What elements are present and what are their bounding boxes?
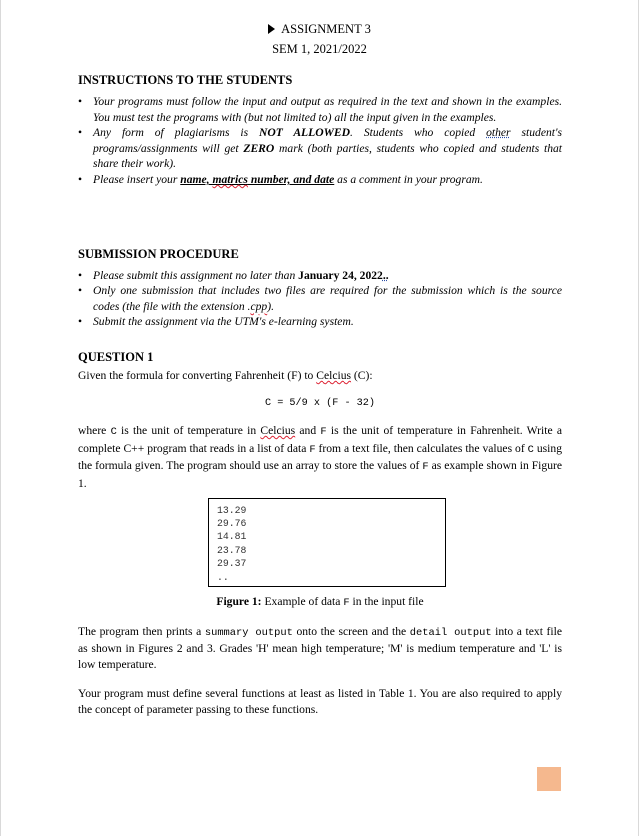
document-header: [0, 19, 639, 59]
data-line: 14.81: [217, 531, 247, 543]
data-line: ..: [217, 571, 229, 583]
data-line: 29.37: [217, 558, 247, 570]
functions-paragraph: Your program must define several functions at least as listed in Table 1. You are also required to apply the concept of parameter passing to these functions.: [78, 687, 562, 716]
instructions-list: [78, 94, 562, 188]
question-paragraph: where C is the unit of temperature in Celcius and F is the unit of temperature in Fahrenheit. Write a complete C++ program that reads in a list of data F from a text file, then calculates the values of C using the formula given. The program should use an array to store the values of F as example shown in Figure 1.: [78, 424, 563, 490]
collapse-triangle-icon[interactable]: [268, 24, 275, 34]
question-heading: QUESTION 1: [78, 349, 154, 364]
submission-item: • Only one submission that includes two files are required for the submission which is the source codes (the file with the extension .cpp).: [78, 283, 562, 314]
submission-heading: SUBMISSION PROCEDURE: [78, 246, 239, 261]
figure-caption: Figure 1: Example of data F in the input file: [216, 594, 424, 609]
instruction-item: • Your programs must follow the input and output as required in the text and shown in the examples. You must test the programs with (but not limited to) all the input given in the examples.: [78, 94, 562, 125]
assignment-title: ASSIGNMENT 3: [0, 19, 639, 39]
submission-item: • Submit the assignment via the UTM's e-learning system.: [78, 314, 562, 330]
page-left-edge: [0, 0, 1, 836]
instructions-heading: INSTRUCTIONS TO THE STUDENTS: [78, 73, 293, 87]
document-body: [78, 72, 562, 718]
instruction-item: • Please insert your name, matrics number, and date as a comment in your program.: [78, 172, 562, 188]
section-spacer: [78, 188, 562, 246]
conversion-formula: C = 5/9 x (F - 32): [264, 397, 376, 409]
semester-label: SEM 1, 2021/2022: [272, 42, 367, 56]
data-line: 13.29: [217, 504, 247, 516]
instruction-item: • Any form of plagiarisms is NOT ALLOWED. Students who copied other student's programs/assignments will get ZERO mark (both parties, students who copied and students that share their work).: [78, 125, 562, 172]
data-line: 23.78: [217, 544, 247, 556]
input-data-box: [208, 498, 446, 587]
data-line: 29.76: [217, 517, 247, 529]
submission-list: [78, 268, 562, 330]
output-paragraph: The program then prints a summary output onto the screen and the detail output into a text file as shown in Figures 2 and 3. Grades 'H' mean high temperature; 'M' is medium temperature and 'L' is low temperature.: [78, 624, 562, 671]
floating-note-icon[interactable]: [537, 767, 561, 791]
submission-item: • Please submit this assignment no later than January 24, 2022..: [78, 268, 562, 284]
question-intro: Given the formula for converting Fahrenheit (F) to Celcius (C):: [78, 368, 373, 382]
